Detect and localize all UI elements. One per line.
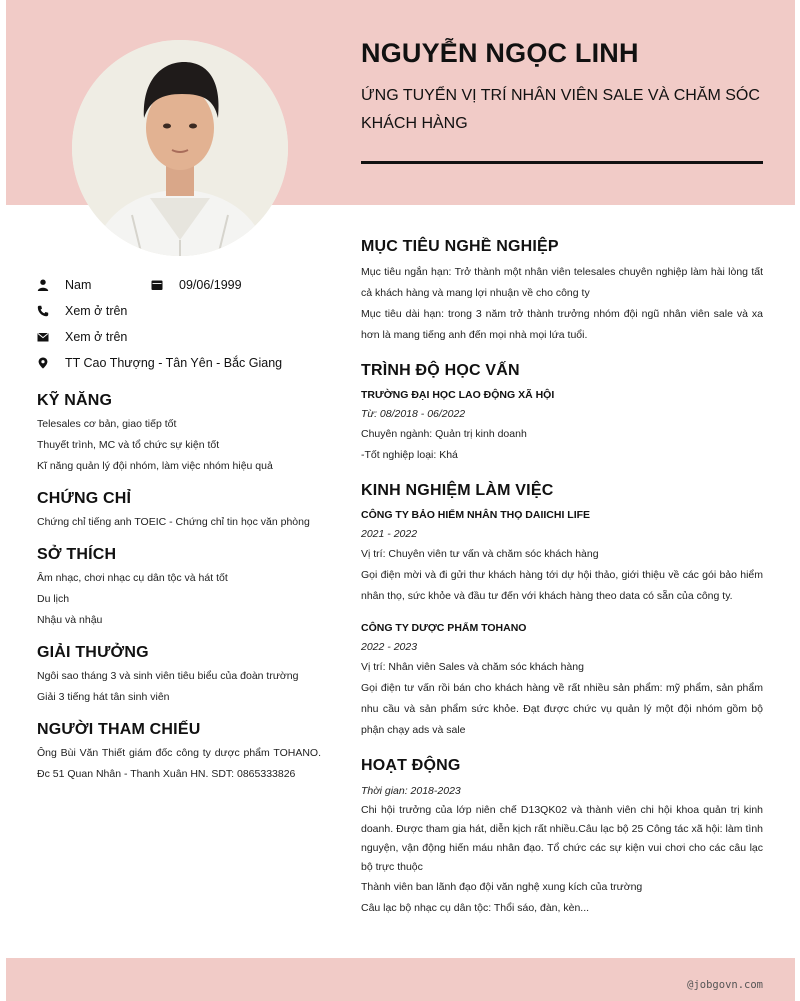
certificates-title: CHỨNG CHỈ [37,490,132,507]
applied-position: ỨNG TUYỂN VỊ TRÍ NHÂN VIÊN SALE VÀ CHĂM SÓC KHÁCH HÀNG [361,87,760,132]
references-text: Ông Bùi Văn Thiết giám đốc công ty dược phẩm TOHANO. Đc 51 Quan Nhân - Thanh Xuân HN. SDT: 0865333826 [37,747,321,780]
objective-short: Mục tiêu ngắn hạn: Trở thành một nhân viên telesales chuyên nghiệp làm hài lòng tất cả khách hàng và mang lợi nhuận về cho công ty [361,266,763,299]
right-column [361,238,763,919]
list-item: Thuyết trình, MC và tổ chức sự kiện tốt [37,439,220,451]
list-item: Chứng chỉ tiếng anh TOEIC - Chứng chỉ tin học văn phòng [37,516,310,528]
certificates-list [37,512,321,533]
skills-title: KỸ NĂNG [37,392,113,409]
activities-description: Chi hội trưởng của lớp niên chế D13QK02 và thành viên chi hội khoa quản trị kinh doanh. Được tham gia hát, diễn kịch rất nhiều.Câu lạc bộ 25 Công tác xã hội: làm tình nguyện, vận động hiến máu nhân đạo. Tổ chức các sự kiện vui chơi cho các câu lạc bộ trực thuộc [361,804,763,873]
job-period: 2022 - 2023 [361,641,418,653]
skills-list [37,414,321,477]
phone-value: Xem ở trên [65,304,128,318]
awards-list [37,666,321,708]
references-title: NGƯỜI THAM CHIẾU [37,721,201,738]
job-role: Vị trí: Nhân viên Sales và chăm sóc khách hàng [361,661,584,673]
mail-icon [37,331,65,343]
job-description: Gọi điện mời và đi gửi thư khách hàng tới dự hội thảo, giới thiệu về các gói bảo hiểm nhân thọ, sức khỏe và đầu tư đến với khách hàng theo data có sẵn của công ty. [361,569,763,602]
education-major: Chuyên ngành: Quản trị kinh doanh [361,428,527,440]
job-role: Vị trí: Chuyên viên tư vấn và chăm sóc khách hàng [361,548,599,560]
activities-title: HOẠT ĐỘNG [361,757,461,774]
job-description: Gọi điện tư vấn rồi bán cho khách hàng về rất nhiều sản phẩm: mỹ phẩm, sản phẩm nhu cầu và sản phẩm sức khỏe. Đạt được chức vụ quản lý một đội nhóm gồm bộ phận chạy ads và sale [361,682,763,736]
list-item: Ngôi sao tháng 3 và sinh viên tiêu biểu của đoàn trường [37,670,299,682]
profile-photo [72,40,288,256]
contact-row-gender-birthday [37,272,321,298]
user-icon [37,279,65,291]
education-period: Từ: 08/2018 - 06/2022 [361,408,466,420]
contact-row-email [37,324,321,350]
activities-line: Câu lạc bộ nhạc cụ dân tộc: Thổi sáo, đàn, kèn... [361,902,590,914]
footer-band [6,958,795,1001]
gender-value: Nam [65,278,92,292]
left-column [37,272,321,785]
company-name: CÔNG TY DƯỢC PHẨM TOHANO [361,622,527,634]
phone-icon [37,305,65,317]
education-grade: -Tốt nghiệp loại: Khá [361,449,458,461]
experience-title: KINH NGHIỆM LÀM VIỆC [361,482,554,499]
job-period: 2021 - 2022 [361,528,418,540]
header-divider [361,161,763,164]
location-pin-icon [37,357,65,369]
company-name: CÔNG TY BẢO HIỂM NHÂN THỌ DAIICHI LIFE [361,509,591,521]
objective-long: Mục tiêu dài hạn: trong 3 năm trở thành trưởng nhóm đội ngũ nhân viên sale và xa hơn là mang tiếng anh đến mọi nhà mọi lứa tuổi. [361,308,763,341]
email-value: Xem ở trên [65,330,128,344]
hobbies-list [37,568,321,631]
list-item: Du lịch [37,593,70,605]
education-title: TRÌNH ĐỘ HỌC VẤN [361,362,520,379]
birthday-value: 09/06/1999 [179,278,242,292]
job-entry [361,619,763,741]
job-entry [361,506,763,607]
contact-row-phone [37,298,321,324]
activities-period: Thời gian: 2018-2023 [361,785,461,797]
list-item: Telesales cơ bản, giao tiếp tốt [37,418,177,430]
list-item: Âm nhạc, chơi nhạc cụ dân tộc và hát tốt [37,572,228,584]
list-item: Nhậu và nhậu [37,614,103,626]
school-name: TRƯỜNG ĐẠI HỌC LAO ĐỘNG XÃ HỘI [361,389,555,401]
objective-title: MỤC TIÊU NGHỀ NGHIỆP [361,238,559,255]
awards-title: GIẢI THƯỞNG [37,644,149,661]
hobbies-title: SỞ THÍCH [37,546,117,563]
activities-line: Thành viên ban lãnh đạo đội văn nghệ xung kích của trường [361,881,643,893]
address-value: TT Cao Thượng - Tân Yên - Bắc Giang [65,356,283,370]
footer-watermark: @jobgovn.com [687,979,763,991]
list-item: Giải 3 tiếng hát tân sinh viên [37,691,170,703]
portrait-image [72,40,288,256]
contact-row-address [37,350,321,376]
candidate-name: NGUYỄN NGỌC LINH [361,38,639,68]
list-item: Kĩ năng quản lý đội nhóm, làm việc nhóm hiệu quả [37,460,273,472]
calendar-icon [151,279,179,291]
